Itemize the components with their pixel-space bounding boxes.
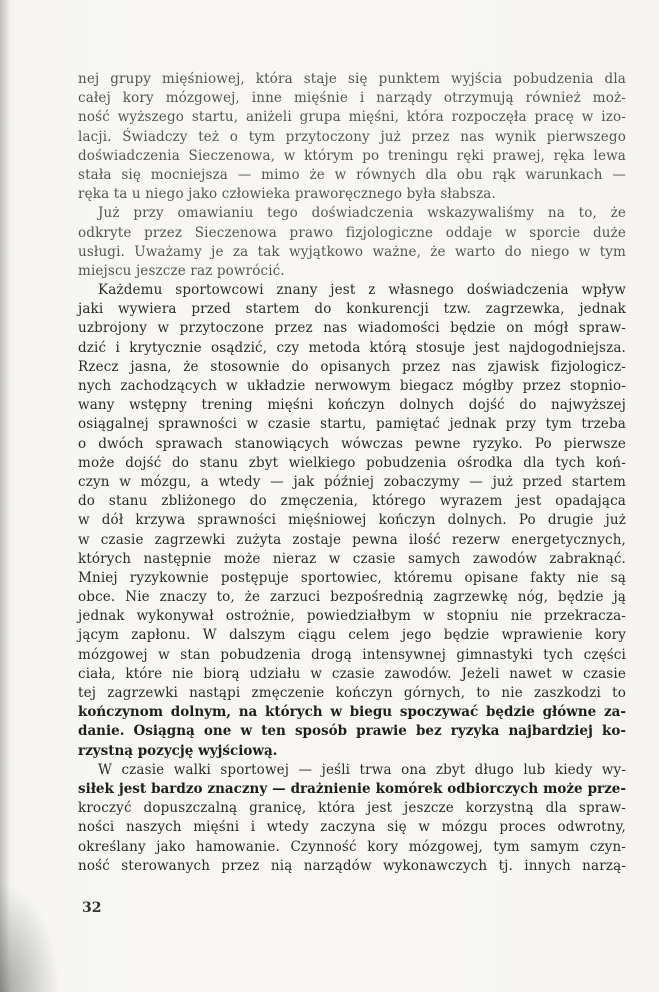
text-line: lacji. Świadczy też o tym przytoczony już przez nas wynik pierwszego (78, 128, 626, 145)
text-line: ciała, które nie biorą udziału w czasie zawodów. Jeżeli nawet w czasie (78, 665, 626, 682)
text-line: jącym zapłonu. W dalszym ciągu celem jego będzie wprawienie kory (78, 627, 626, 644)
text-line: jednak wykonywał ostrożnie, powiedziałbym w stopniu nie przekracza- (78, 608, 626, 625)
text-line: których następnie może nieraz w czasie samych zawodów zabraknąć. (78, 550, 626, 567)
text-line: tej zagrzewki nastąpi zmęczenie kończyn górnych, to nie zaszkodzi to (78, 685, 626, 701)
text-line: wany wstępny trening mięśni kończyn dolnych dojść do najwyższej (78, 397, 626, 414)
text-line: obce. Nie znaczy to, że zarzuci bezpośrednią zagrzewkę nóg, będzie ją (78, 589, 626, 606)
text-line: określany jako hamowanie. Czynność kory mózgowej, tym samym czyn- (78, 838, 626, 855)
text-line: mózgowej w stan pobudzenia drogą intensywnej gimnastyki tych części (78, 646, 626, 663)
text-line: całej kory mózgowej, inne mięśnie i narządy otrzymują również moż- (78, 90, 626, 107)
text-line: Każdemu sportowcowi znany jest z własnego doświadczenia wpływ (98, 282, 626, 299)
text-line: Rzecz jasna, że stosownie do opisanych przez nas zjawisk fizjologicz- (78, 358, 626, 375)
text-line: do stanu zbliżonego do zmęczenia, którego wyrazem jest opadająca (78, 493, 626, 510)
text-line: uzbrojony w przytoczone przez nas wiadomości będzie on mógł spraw- (78, 320, 626, 337)
text-line: Już przy omawianiu tego doświadczenia wskazywaliśmy na to, że (98, 205, 626, 222)
page-number: 32 (82, 900, 102, 916)
text-line: ręka ta u niego jako człowieka praworęcznego była słabsza. (78, 186, 496, 203)
text-line: w dół krzywa sprawności mięśniowej kończyn dolnych. Po drugie już (78, 512, 626, 529)
text-line: ność sterowanych przez nią narządów wykonawczych tj. innych narzą- (78, 857, 626, 874)
text-line: miejscu jeszcze raz powrócić. (78, 262, 285, 279)
text-line: kroczyć dopuszczalną granicę, która jest jeszcze korzystną dla spraw- (78, 800, 626, 817)
text-line: w czasie zagrzewki zużyta zostaje pewna ilość rezerw energetycznych, (78, 531, 626, 548)
text-line: Mniej ryzykownie postępuje sportowiec, któremu opisane fakty nie są (78, 569, 626, 586)
text-line: stała się mocniejsza — mimo że w równych dla obu rąk warunkach — (78, 166, 626, 183)
text-line: czyn w mózgu, a wtedy — jak później zobaczymy — już przed startem (78, 473, 626, 490)
text-line: siłek jest bardzo znaczny — drażnienie komórek odbiorczych może prze- (78, 780, 626, 797)
page-corner-shadow (0, 882, 60, 992)
text-line: o dwóch sprawach stanowiących wówczas pewne ryzyko. Po pierwsze (78, 435, 626, 452)
text-line: osiągalnej sprawności w czasie startu, pamiętać jednak przy tym trzeba (78, 416, 626, 433)
text-line: jaki wywiera przed startem do konkurencji tzw. zagrzewka, jednak (78, 301, 626, 318)
text-line: W czasie walki sportowej — jeśli trwa ona zbyt długo lub kiedy wy- (98, 761, 626, 778)
text-line: usługi. Uważamy je za tak wyjątkowo ważne, że warto do niego w tym (78, 243, 626, 260)
text-line: nej grupy mięśniowej, która staje się punktem wyjścia pobudzenia dla (78, 71, 626, 87)
text-line: odkryte przez Sieczenowa prawo fizjologiczne oddaje w sporcie duże (78, 224, 626, 241)
text-line: doświadczenia Sieczenowa, w którym po treningu ręki prawej, ręka lewa (78, 147, 626, 164)
text-line: kończynom dolnym, na których w biegu spoczywać będzie główne za- (78, 704, 626, 721)
body-text (78, 70, 626, 876)
text-line: ności naszych mięśni i wtedy zaczyna się w mózgu proces odwrotny, (78, 819, 626, 836)
text-line: ność wyższego startu, aniżeli grupa mięśni, która rozpoczęła pracę w izo- (78, 109, 626, 126)
spine-shadow (0, 0, 10, 992)
text-line: może dojść do stanu zbyt wielkiego pobudzenia ośrodka dla tych koń- (78, 454, 626, 471)
text-line: rzystną pozycję wyjściową. (78, 742, 278, 759)
text-line: dzić i krytycznie osądzić, czy metoda którą stosuje jest najdogodniejsza. (78, 339, 626, 356)
text-line: danie. Osiągną one w ten sposób prawie bez ryzyka najbardziej ko- (78, 723, 626, 740)
text-line: nych zachodzących w układzie nerwowym biegacz mógłby przez stopnio- (78, 378, 626, 394)
